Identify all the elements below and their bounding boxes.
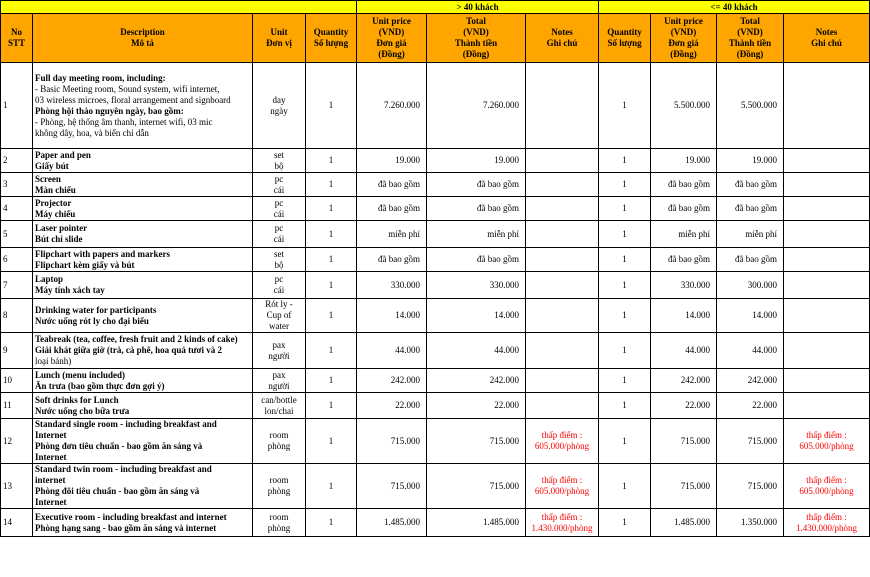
row-unit-price: 715.000 [357, 464, 427, 509]
row-total: miễn phí [427, 221, 526, 248]
row-unit-price: 22.000 [357, 393, 427, 419]
column-header-qty [306, 14, 357, 63]
row-notes [526, 419, 599, 464]
unit-line: người [268, 380, 290, 391]
column-header-line: Thành tiền [728, 38, 772, 48]
column-header-total [427, 14, 526, 63]
column-header-unit [253, 14, 306, 63]
row-quantity: 1 [599, 333, 651, 369]
row-unit [253, 299, 306, 333]
row-quantity: 1 [306, 464, 357, 509]
row-unit [253, 509, 306, 537]
column-header-line: Unit price [664, 16, 703, 26]
row-total: 330.000 [427, 272, 526, 299]
row-quantity: 1 [599, 369, 651, 393]
row-unit-price: 19.000 [651, 149, 717, 173]
unit-line: can/bottle [261, 394, 297, 405]
note-line: 1.430.000/phòng [796, 522, 858, 533]
description-line: Executive room - including breakfast and internet [35, 511, 227, 522]
column-header-line: Đơn vị [266, 38, 292, 48]
row-notes [784, 333, 870, 369]
row-number: 10 [1, 369, 33, 393]
row-notes [526, 197, 599, 221]
description-line: Ăn trưa (bao gồm thực đơn gợi ý) [35, 380, 165, 391]
row-total: 14.000 [717, 299, 784, 333]
row-unit [253, 369, 306, 393]
row-unit-price: 1.485.000 [651, 509, 717, 537]
row-number: 13 [1, 464, 33, 509]
description-line: Nước uống rót ly cho đại biểu [35, 315, 149, 326]
row-description [33, 221, 253, 248]
table-row [1, 197, 870, 221]
row-unit [253, 272, 306, 299]
description-line: Internet [35, 452, 67, 462]
description-line: Standard twin room - including breakfast and [35, 464, 212, 474]
row-quantity: 1 [306, 149, 357, 173]
unit-line: pax [272, 339, 286, 350]
row-unit-price: 715.000 [651, 464, 717, 509]
row-quantity: 1 [306, 221, 357, 248]
row-description [33, 63, 253, 149]
column-header-line: (VND) [737, 27, 763, 37]
table-row [1, 419, 870, 464]
row-unit [253, 248, 306, 272]
row-unit-price: đã bao gồm [651, 197, 717, 221]
description-line: Giấy bút [35, 160, 69, 171]
unit-line: set [274, 149, 284, 160]
row-notes [526, 248, 599, 272]
unit-line: phòng [267, 486, 291, 496]
description-line: Standard single room - including breakfast and [35, 419, 217, 429]
group-header-le40: <= 40 khách [599, 1, 870, 14]
row-unit-price: 7.260.000 [357, 63, 427, 149]
row-notes [526, 393, 599, 419]
row-quantity: 1 [306, 333, 357, 369]
unit-line: day [272, 94, 286, 105]
row-unit-price: đã bao gồm [651, 173, 717, 197]
row-total: 715.000 [717, 464, 784, 509]
description-line: 03 wireless microes, floral arrangement and signboard [35, 94, 231, 105]
description-line: Screen [35, 173, 61, 184]
description-line: Projector [35, 197, 72, 208]
row-total: 300.000 [717, 272, 784, 299]
row-unit [253, 393, 306, 419]
unit-line: pc [274, 197, 284, 208]
unit-line: ngày [270, 105, 288, 116]
row-unit [253, 173, 306, 197]
table-row [1, 299, 870, 333]
row-total: 44.000 [427, 333, 526, 369]
row-number: 5 [1, 221, 33, 248]
row-quantity: 1 [599, 63, 651, 149]
note-line: 605.000/phòng [799, 441, 854, 451]
column-header-line: Total [466, 16, 486, 26]
row-notes [526, 173, 599, 197]
table-row [1, 63, 870, 149]
note-line: thấp điểm : [541, 511, 583, 522]
row-total: 14.000 [427, 299, 526, 333]
row-quantity: 1 [306, 419, 357, 464]
description-line: Giải khát giữa giờ (trà, cà phê, hoa quả tươi và 2 [35, 345, 223, 355]
row-total: 242.000 [717, 369, 784, 393]
row-quantity: 1 [306, 509, 357, 537]
note-line: thấp điểm : [541, 475, 583, 485]
group-header-gt40: > 40 khách [357, 1, 599, 14]
row-quantity: 1 [599, 221, 651, 248]
row-unit-price: 14.000 [651, 299, 717, 333]
column-header-line: Thành tiền [454, 38, 498, 48]
column-header-line: (VND) [463, 27, 489, 37]
row-notes [784, 149, 870, 173]
row-unit-price: 330.000 [651, 272, 717, 299]
row-description [33, 333, 253, 369]
row-quantity: 1 [599, 149, 651, 173]
description-line: Lunch (menu included) [35, 369, 126, 380]
row-unit-price: 22.000 [651, 393, 717, 419]
row-total: đã bao gồm [717, 248, 784, 272]
column-header-line: (Đồng) [462, 49, 490, 59]
column-header-line: (Đồng) [736, 49, 764, 59]
column-header-price-le40 [651, 14, 717, 63]
description-line: Nước uống cho bữa trưa [35, 405, 130, 416]
row-unit-price: 715.000 [651, 419, 717, 464]
table-body [1, 63, 870, 537]
column-header-desc [33, 14, 253, 63]
row-description [33, 369, 253, 393]
row-unit-price: 44.000 [651, 333, 717, 369]
row-total: đã bao gồm [427, 173, 526, 197]
description-line: Phòng đơn tiêu chuẩn - bao gồm ăn sáng và [35, 441, 203, 451]
row-quantity: 1 [599, 197, 651, 221]
row-notes [784, 369, 870, 393]
unit-line: cái [273, 285, 285, 295]
description-line: Flipchart with papers and markers [35, 248, 170, 259]
column-header-line: (Đồng) [670, 49, 697, 59]
row-unit-price: 19.000 [357, 149, 427, 173]
note-line: thấp điểm : [541, 430, 583, 440]
row-total: 1.350.000 [717, 509, 784, 537]
row-notes [526, 509, 599, 537]
column-header-line: Unit price [372, 16, 411, 26]
row-quantity: 1 [306, 272, 357, 299]
column-header-line: Notes [815, 27, 838, 37]
row-total: đã bao gồm [427, 197, 526, 221]
row-notes [526, 63, 599, 149]
row-notes [526, 333, 599, 369]
table-row [1, 173, 870, 197]
table-row [1, 464, 870, 509]
column-header-line: No [11, 27, 22, 37]
row-total: 19.000 [717, 149, 784, 173]
description-line: Phòng hội thảo nguyên ngày, bao gồm: [35, 105, 184, 116]
column-header-line: Số lượng [313, 38, 349, 48]
row-quantity: 1 [599, 393, 651, 419]
row-total: 44.000 [717, 333, 784, 369]
unit-line: pc [274, 274, 284, 284]
row-quantity: 1 [599, 173, 651, 197]
row-description [33, 299, 253, 333]
row-total: 715.000 [717, 419, 784, 464]
unit-line: cái [273, 208, 285, 219]
row-total: 19.000 [427, 149, 526, 173]
note-line: 605.000/phòng [534, 441, 590, 451]
row-quantity: 1 [306, 369, 357, 393]
row-total: 715.000 [427, 419, 526, 464]
row-notes [784, 173, 870, 197]
row-number: 1 [1, 63, 33, 149]
description-line: Flipchart kèm giấy và bút [35, 259, 135, 270]
column-header-line: (VND) [670, 27, 697, 37]
row-number: 6 [1, 248, 33, 272]
row-notes [784, 272, 870, 299]
row-notes [526, 464, 599, 509]
row-number: 14 [1, 509, 33, 537]
row-quantity: 1 [306, 197, 357, 221]
row-quantity: 1 [599, 464, 651, 509]
column-header-line: Unit [270, 27, 288, 37]
unit-line: cái [273, 234, 285, 244]
row-notes [784, 464, 870, 509]
description-line: Màn chiếu [35, 184, 76, 195]
table-row [1, 221, 870, 248]
row-unit-price: 5.500.000 [651, 63, 717, 149]
blank-group-header [1, 1, 357, 14]
unit-line: bộ [274, 160, 284, 171]
column-header-line: Số lượng [607, 38, 642, 48]
row-notes [784, 248, 870, 272]
description-line: Máy tính xách tay [35, 285, 105, 295]
row-total: 242.000 [427, 369, 526, 393]
description-line: Internet [35, 430, 67, 440]
row-unit-price: 242.000 [651, 369, 717, 393]
row-unit-price: miễn phí [357, 221, 427, 248]
note-line: 605.000/phòng [534, 486, 590, 496]
row-quantity: 1 [599, 509, 651, 537]
row-quantity: 1 [599, 299, 651, 333]
column-header-line: Đơn giá [376, 38, 407, 48]
description-line: Soft drinks for Lunch [35, 394, 119, 405]
row-unit-price: 14.000 [357, 299, 427, 333]
column-header-line: STT [7, 38, 25, 48]
row-notes [526, 149, 599, 173]
row-number: 7 [1, 272, 33, 299]
row-description [33, 173, 253, 197]
column-header-line: Ghi chú [546, 38, 578, 48]
note-line: thấp điểm : [806, 430, 847, 440]
row-unit-price: 242.000 [357, 369, 427, 393]
row-quantity: 1 [306, 299, 357, 333]
description-line: loại bánh) [35, 356, 72, 366]
column-header-line: Đơn giá [668, 38, 699, 48]
row-notes [526, 299, 599, 333]
row-unit [253, 333, 306, 369]
row-unit [253, 149, 306, 173]
row-description [33, 248, 253, 272]
row-unit-price: đã bao gồm [357, 248, 427, 272]
row-quantity: 1 [599, 419, 651, 464]
row-quantity: 1 [306, 393, 357, 419]
description-line: Phòng đôi tiêu chuẩn - bao gồm ăn sáng và [35, 486, 200, 496]
row-notes [526, 221, 599, 248]
column-header-line: Ghi chú [811, 38, 842, 48]
unit-line: room [269, 430, 289, 440]
row-quantity: 1 [306, 248, 357, 272]
row-description [33, 464, 253, 509]
table-row [1, 149, 870, 173]
row-unit [253, 464, 306, 509]
unit-line: room [269, 511, 289, 522]
unit-line: phòng [267, 522, 291, 533]
column-header-total-le40 [717, 14, 784, 63]
unit-line: set [274, 248, 284, 259]
row-unit-price: 44.000 [357, 333, 427, 369]
column-header-notes-le40 [784, 14, 870, 63]
table-row [1, 393, 870, 419]
description-line: Paper and pen [35, 149, 91, 160]
description-line: Bút chỉ slide [35, 234, 83, 244]
row-description [33, 509, 253, 537]
row-unit-price: 1.485.000 [357, 509, 427, 537]
row-notes [784, 63, 870, 149]
unit-line: pc [274, 173, 284, 184]
unit-line: người [268, 350, 290, 361]
row-unit-price: đã bao gồm [357, 197, 427, 221]
row-number: 12 [1, 419, 33, 464]
column-header-line: Quantity [607, 27, 642, 37]
row-quantity: 1 [599, 248, 651, 272]
description-line: Laptop [35, 274, 64, 284]
description-line: - Phòng, hệ thống âm thanh, internet wifi, 03 mic [35, 116, 213, 127]
row-notes [784, 419, 870, 464]
row-unit-price: đã bao gồm [357, 173, 427, 197]
unit-line: phòng [267, 441, 291, 451]
row-number: 8 [1, 299, 33, 333]
description-line: không dây, hoa, và biển chỉ dẫn [35, 127, 149, 138]
column-header-notes [526, 14, 599, 63]
row-number: 3 [1, 173, 33, 197]
column-header-line: Total [740, 16, 760, 26]
row-quantity: 1 [306, 173, 357, 197]
unit-line: pax [272, 369, 286, 380]
column-header-line: Quantity [313, 27, 349, 37]
row-number: 2 [1, 149, 33, 173]
row-unit [253, 197, 306, 221]
row-total: 7.260.000 [427, 63, 526, 149]
row-description [33, 393, 253, 419]
row-notes [526, 272, 599, 299]
description-line: Internet [35, 497, 67, 507]
row-quantity: 1 [599, 272, 651, 299]
row-notes [784, 197, 870, 221]
row-total: miễn phí [717, 221, 784, 248]
column-header-line: (VND) [378, 27, 405, 37]
row-notes [784, 393, 870, 419]
unit-line: Rót ly - [265, 299, 293, 309]
row-total: 5.500.000 [717, 63, 784, 149]
table-row [1, 272, 870, 299]
unit-line: lon/chai [264, 405, 294, 416]
table-row [1, 369, 870, 393]
row-total: 22.000 [427, 393, 526, 419]
row-unit-price: 715.000 [357, 419, 427, 464]
row-unit-price: 330.000 [357, 272, 427, 299]
row-number: 11 [1, 393, 33, 419]
note-line: thấp điểm : [806, 511, 847, 522]
table-row [1, 248, 870, 272]
row-number: 9 [1, 333, 33, 369]
column-header-line: Mô tả [131, 38, 154, 48]
column-header-price [357, 14, 427, 63]
description-line: Laser pointer [35, 223, 88, 233]
row-total: 22.000 [717, 393, 784, 419]
row-unit-price: đã bao gồm [651, 248, 717, 272]
row-total: 1.485.000 [427, 509, 526, 537]
row-notes [784, 221, 870, 248]
row-total: đã bao gồm [717, 197, 784, 221]
note-line: thấp điểm : [806, 475, 847, 485]
description-line: Full day meeting room, including: [35, 72, 166, 83]
row-description [33, 272, 253, 299]
description-line: Phòng hạng sang - bao gồm ăn sáng và internet [35, 522, 217, 533]
note-line: 1.430.000/phòng [531, 522, 593, 533]
unit-line: water [269, 321, 289, 331]
description-line: internet [35, 475, 66, 485]
row-description [33, 419, 253, 464]
description-line: Teabreak (tea, coffee, fresh fruit and 2 kinds of cake) [35, 334, 238, 344]
column-header-qty-le40 [599, 14, 651, 63]
row-notes [784, 299, 870, 333]
unit-line: bộ [274, 259, 284, 270]
column-header-line: Notes [551, 27, 573, 37]
column-header-row [1, 14, 870, 63]
note-line: 605.000/phòng [799, 486, 854, 496]
unit-line: pc [274, 223, 284, 233]
row-description [33, 149, 253, 173]
row-description [33, 197, 253, 221]
column-header-line: (Đồng) [378, 49, 405, 59]
row-notes [784, 509, 870, 537]
row-total: 715.000 [427, 464, 526, 509]
row-unit [253, 221, 306, 248]
unit-line: Cup of [266, 310, 292, 320]
group-header-row [1, 1, 870, 14]
row-unit [253, 63, 306, 149]
row-quantity: 1 [306, 63, 357, 149]
column-header-no [1, 14, 33, 63]
row-total: đã bao gồm [427, 248, 526, 272]
description-line: Drinking water for participants [35, 304, 157, 315]
row-unit [253, 419, 306, 464]
unit-line: cái [273, 184, 285, 195]
row-total: đã bao gồm [717, 173, 784, 197]
table-row [1, 333, 870, 369]
row-number: 4 [1, 197, 33, 221]
row-unit-price: miễn phí [651, 221, 717, 248]
description-line: - Basic Meeting room, Sound system, wifi internet, [35, 83, 220, 94]
column-header-line: Description [120, 27, 165, 37]
row-notes [526, 369, 599, 393]
description-line: Máy chiếu [35, 208, 76, 219]
unit-line: room [269, 475, 289, 485]
table-row [1, 509, 870, 537]
